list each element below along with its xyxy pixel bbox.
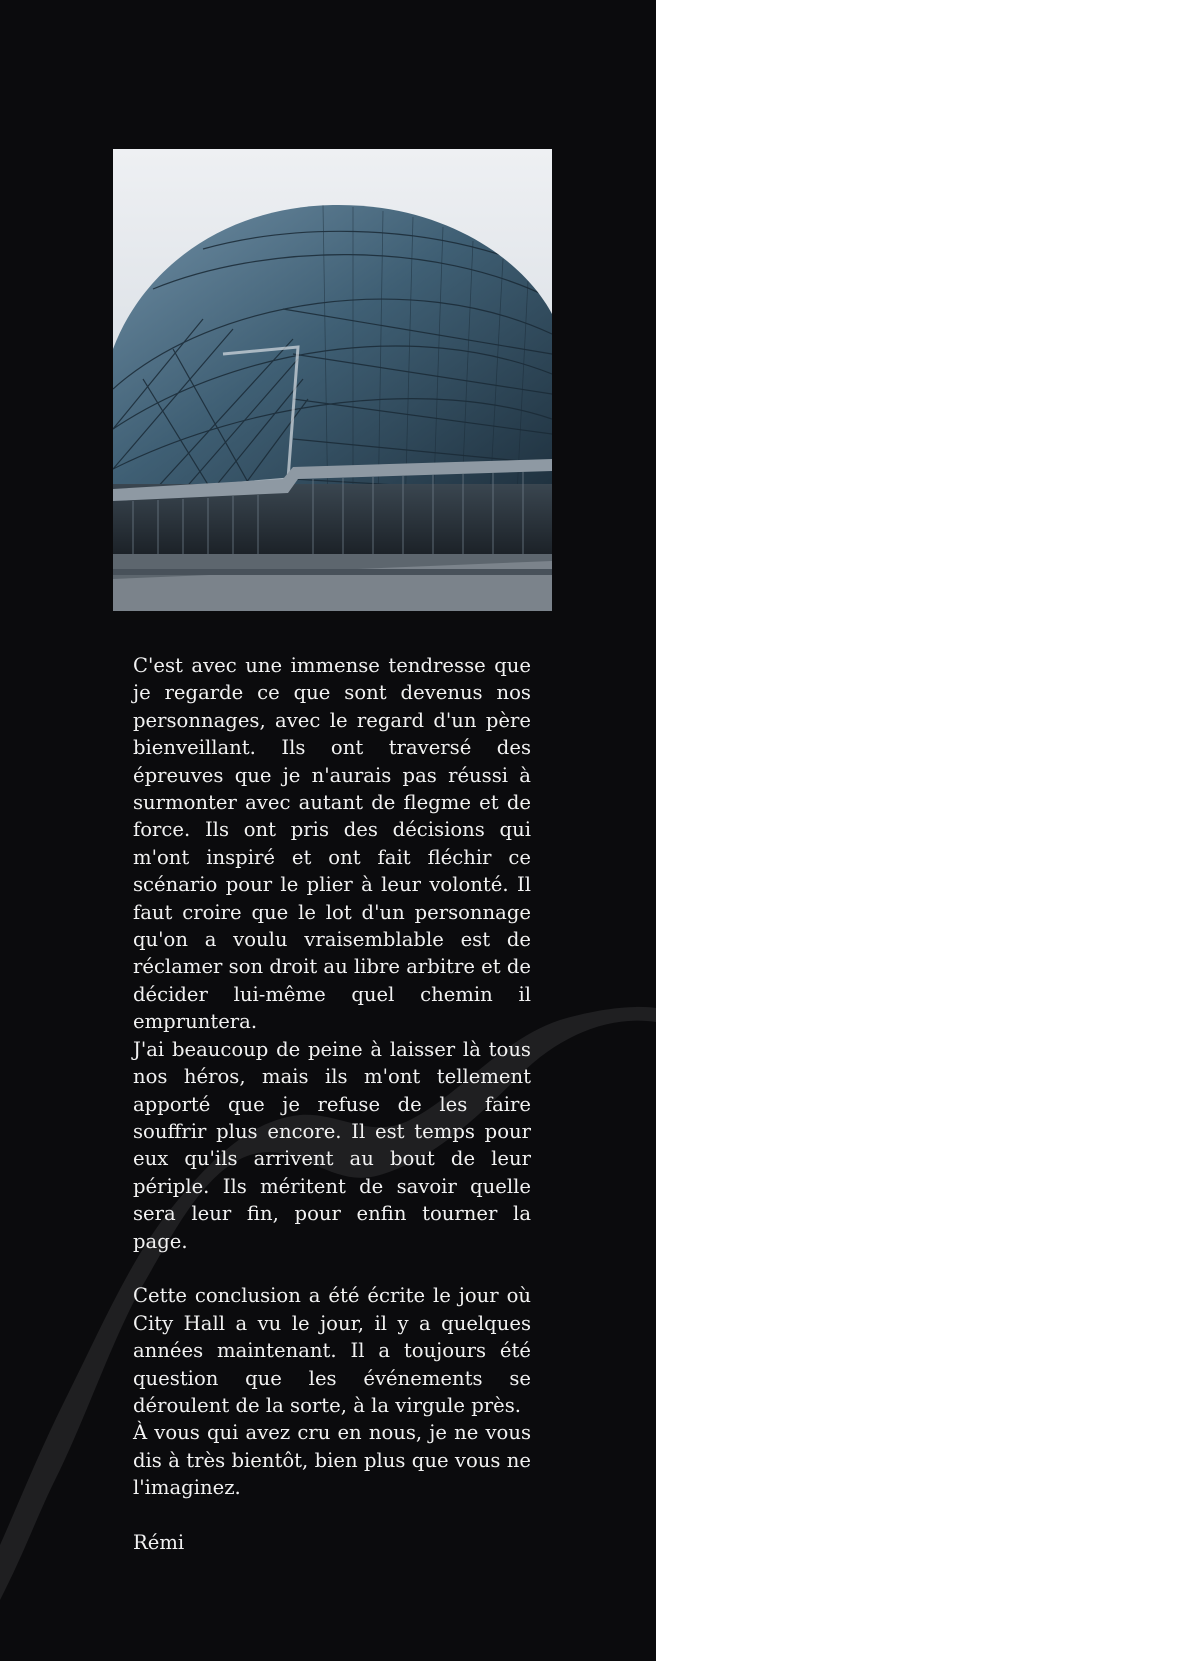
city-hall-photo [113,149,552,611]
paragraph-gap [133,1255,531,1282]
paragraph-4: À vous qui avez cru en nous, je ne vous dis à très bientôt, bien plus que vous ne l'imaginez. [133,1421,531,1500]
signature: Rémi [133,1530,185,1554]
paragraph-3: Cette conclusion a été écrite le jour où City Hall a vu le jour, il y a quelques années maintenant. Il a toujours été question que les événements se déroulent de la sorte, à la virgule près. [133,1284,531,1417]
blank-page-area [656,0,1200,1661]
paragraph-1: C'est avec une immense tendresse que je regarde ce que sont devenus nos personnages, avec le regard d'un père bienveillant. Ils ont traversé des épreuves que je n'aurais pas réussi à surmonter avec autant de flegme et de force. Ils ont pris des décisions qui m'ont inspiré et ont fait fléchir ce scénario pour le plier à leur volonté. Il faut croire que le lot d'un personnage qu'on a voulu vraisemblable est de réclamer son droit au libre arbitre et de décider lui-même quel chemin il empruntera. [133,654,531,1034]
paragraph-2: J'ai beaucoup de peine à laisser là tous nos héros, mais ils m'ont tellement apporté que je refuse de les faire souffrir plus encore. Il est temps pour eux qu'ils arrivent au bout de leur périple. Ils méritent de savoir quelle sera leur fin, pour enfin tourner la page. [133,1037,531,1253]
letter-text [133,652,531,1556]
paragraph-gap [133,1502,531,1529]
